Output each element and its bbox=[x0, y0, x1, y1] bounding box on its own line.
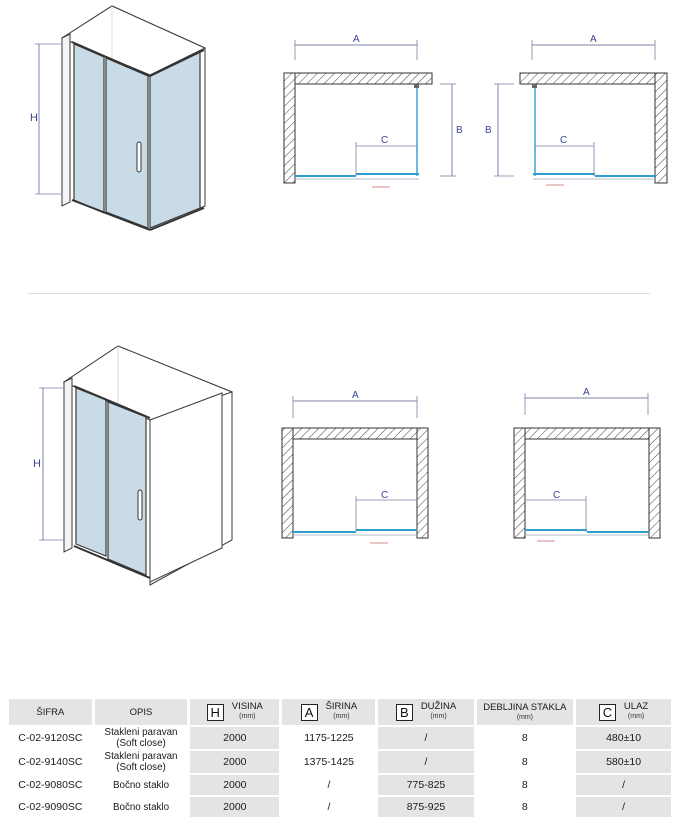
cell-visina: 2000 bbox=[190, 751, 279, 773]
cell-debljina: 8 bbox=[521, 732, 528, 744]
width-letter-icon: A bbox=[301, 704, 318, 721]
cell-sirina: / bbox=[327, 779, 331, 791]
cell-sifra: C-02-9120SC bbox=[18, 732, 83, 744]
cell-duzina: / bbox=[378, 751, 473, 773]
label-c-bottom-2: C bbox=[553, 490, 561, 501]
header-sifra: ŠIFRA bbox=[9, 699, 92, 725]
label-c-top-2: C bbox=[560, 135, 568, 146]
cell-debljina: 8 bbox=[521, 779, 528, 791]
cell-opis: Stakleni paravan (Soft close) bbox=[104, 751, 178, 773]
label-a-top-1: A bbox=[353, 34, 360, 45]
header-duzina: B DUŽINA (mm) bbox=[378, 699, 473, 725]
label-b-top-1: B bbox=[456, 125, 463, 136]
cell-ulaz: 580±10 bbox=[576, 751, 671, 773]
cell-sifra: C-02-9140SC bbox=[18, 756, 83, 768]
label-a-top-2: A bbox=[590, 34, 597, 45]
plan-view-bottom-2 bbox=[514, 393, 660, 541]
header-sirina: A ŠIRINA (mm) bbox=[282, 699, 375, 725]
label-c-top-1: C bbox=[381, 135, 389, 146]
cell-ulaz: / bbox=[576, 775, 671, 795]
header-ulaz: C ULAZ (mm) bbox=[576, 699, 671, 725]
cell-duzina: 775-825 bbox=[378, 775, 473, 795]
label-c-bottom-1: C bbox=[381, 490, 389, 501]
enclosure-3d-top bbox=[35, 6, 205, 230]
cell-opis: Bočno staklo bbox=[112, 801, 170, 813]
cell-sifra: C-02-9080SC bbox=[18, 779, 83, 791]
cell-visina: 2000 bbox=[190, 797, 279, 817]
cell-duzina: 875-925 bbox=[378, 797, 473, 817]
header-visina: H VISINA (mm) bbox=[190, 699, 279, 725]
table-header-row bbox=[9, 699, 671, 725]
label-a-bottom-2: A bbox=[583, 387, 590, 398]
section-divider bbox=[28, 293, 650, 294]
spec-table bbox=[6, 697, 674, 819]
table-row bbox=[9, 775, 671, 795]
cell-sifra: C-02-9090SC bbox=[18, 801, 83, 813]
cell-sirina: 1175-1225 bbox=[304, 732, 354, 744]
cell-sirina: / bbox=[327, 801, 331, 813]
entrance-letter-icon: C bbox=[599, 704, 616, 721]
table-row bbox=[9, 727, 671, 749]
cell-sirina: 1375-1425 bbox=[303, 756, 355, 768]
enclosure-3d-bottom bbox=[39, 346, 232, 585]
cell-visina: 2000 bbox=[190, 727, 279, 749]
cell-visina: 2000 bbox=[190, 775, 279, 795]
table-row bbox=[9, 751, 671, 773]
cell-opis: Stakleni paravan (Soft close) bbox=[104, 727, 178, 749]
label-h-bottom: H bbox=[33, 458, 41, 470]
plan-view-top-2 bbox=[494, 40, 667, 185]
cell-duzina: / bbox=[378, 727, 473, 749]
header-opis: OPIS bbox=[95, 699, 187, 725]
length-letter-icon: B bbox=[396, 704, 413, 721]
cell-ulaz: / bbox=[576, 797, 671, 817]
label-h-top: H bbox=[30, 112, 38, 124]
label-a-bottom-1: A bbox=[352, 390, 359, 401]
cell-opis: Bočno staklo bbox=[112, 779, 170, 791]
cell-debljina: 8 bbox=[521, 801, 528, 813]
height-letter-icon: H bbox=[207, 704, 224, 721]
plan-view-bottom-1 bbox=[282, 396, 428, 543]
header-debljina: DEBLJINA STAKLA (mm) bbox=[477, 699, 574, 725]
table-row bbox=[9, 797, 671, 817]
label-b-top-2: B bbox=[485, 125, 492, 136]
cell-debljina: 8 bbox=[521, 756, 528, 768]
cell-ulaz: 480±10 bbox=[576, 727, 671, 749]
plan-view-top-1 bbox=[284, 40, 456, 187]
